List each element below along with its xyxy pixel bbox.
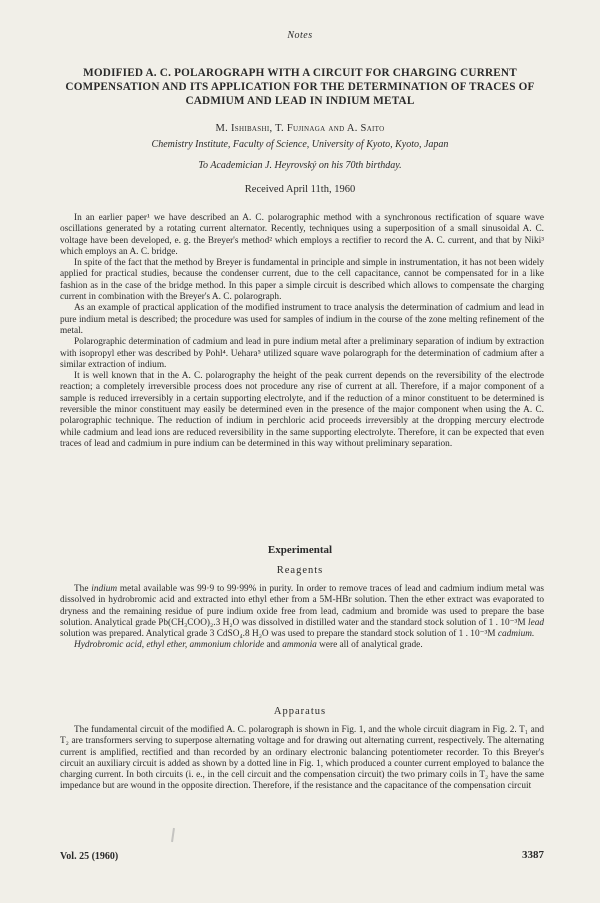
reagents-text: The xyxy=(74,584,92,594)
reagents-emphasis: indium xyxy=(91,584,118,594)
intro-paragraph: In an earlier paper¹ we have described an A. C. polarographic method with a synchronous rectification of square wave oscillations generated by a rotating current alternator. Recently, techniques using a superposition of a small sinusoidal A. C. voltage have been developed, e. g. the Breyer's method² which employs a rectifier to record the A. C. current, and that by Niki³ which employs an A. C. bridge. xyxy=(60,213,544,257)
reagents-text: and xyxy=(264,640,283,651)
received-date: Received April 11th, 1960 xyxy=(244,184,356,195)
paper-mark xyxy=(171,828,175,842)
authors: M. Ishibashi, T. Fujinaga and A. Saito xyxy=(215,123,385,134)
intro-paragraph: It is well known that in the A. C. polarography the height of the peak current depends on the reversibility of the electrode reaction; a completely irreversible process does not procedure any rise of current at all. Therefore, if a major component of a sample is reduced irreversibly in a certain supporting electrolyte, and if the reduction of a minor constituent to be determined is reversible the minor constituent may easily be determined even in the presence of the major component when using the A. C. polarographic technique. The reduction of indium in perchloric acid proceeds irreversibly at the dropping mercury electrode while cadmium and lead ions are reduced reversibility in the same supporting electrolyte. Therefore, it can be expected that even traces of lead and cadmium in pure indium can be determined in this way without preliminary separation. xyxy=(60,371,544,449)
apparatus-section xyxy=(60,725,544,793)
reagents-section xyxy=(60,584,544,652)
affiliation: Chemistry Institute, Faculty of Science, University of Kyoto, Kyoto, Japan xyxy=(151,139,449,150)
reagents-text: metal available was 99·9 to 99·99% in purity. In order to remove traces of lead and cadmium indium metal was dissolved in hydrobromic acid and extracted into ethyl ether from a 5M-HBr solution. Then the ether extract was evaporated to dryness and the remaining residue of pure indium oxide free from lead, cadmium and bromide was used to prepare the base solution. Analytical grade Pb(CH₃COO)₂.3 H₂O was dissolved in distilled water and the standard stock solution of 1 . 10⁻³M xyxy=(60,584,544,628)
intro-paragraph: In spite of the fact that the method by Breyer is fundamental in principle and simple in instrumentation, it has not been widely applied for practical studies, because the condenser current, due to the cell capacitance, cannot be compensated for in a like fashion as in the case of the bridge method. In this paper a simple circuit is described which allows to compensate the charging current in combination with the Breyer's A. C. polarograph. xyxy=(60,258,544,303)
footer-volume: Vol. 25 (1960) xyxy=(60,851,119,862)
intro-paragraph: As an example of practical application of the modified instrument to trace analysis the determination of cadmium and lead in pure indium metal is described; the procedure was used for samples of indium in the course of the zone melting refinement of the metal. xyxy=(60,303,544,336)
experimental-heading: Experimental xyxy=(267,544,333,556)
page-number: 3387 xyxy=(522,849,544,861)
intro-paragraph: Polarographic determination of cadmium and lead in pure indium metal after a preliminary separation of indium by extraction with isopropyl ether was described by Pohl⁴. Uehara⁵ utilized square wave polarograph for the determination of cadmium after a similar extraction of indium. xyxy=(60,337,544,370)
dedication: To Academician J. Heyrovský on his 70th birthday. xyxy=(198,160,402,171)
reagents-paragraph xyxy=(60,640,544,651)
reagents-text: solution was prepared. Analytical grade 3 CdSO₄.8 H₂O was used to prepare the standard stock solution of 1 . 10⁻³M xyxy=(60,629,498,640)
reagents-text: were all of analytical grade. xyxy=(316,640,423,651)
reagents-emphasis: ammonia xyxy=(282,640,317,651)
introduction xyxy=(60,213,544,450)
apparatus-paragraph: The fundamental circuit of the modified A. C. polarograph is shown in Fig. 1, and the whole circuit diagram in Fig. 2. T₁ and T₂ are transformers serving to superpose alternating voltage and for drawing out alternating current, respectively. The alternating current is amplified, rectified and than recorded by an ordinary electronic balancing potentiometer recorder. To this Breyer's circuit an auxiliary circuit is added as shown by a dotted line in Fig. 1, which produced a counter current employed to balance the charging current. In both circuits (i. e., in the cell circuit and the compensation circuit) the two primary coils in T₂ have the same impedance but are wound in the opposite direction. Therefore, if the resistance and the capacitance of the compensation circuit xyxy=(60,725,544,792)
reagents-emphasis: cadmium. xyxy=(497,629,535,640)
article-title: MODIFIED A. C. POLAROGRAPH WITH A CIRCUIT FOR CHARGING CURRENT COMPENSATION AND ITS APPLICATION FOR THE DETERMINATION OF TRACES OF CADMIUM AND LEAD IN INDIUM METAL xyxy=(65,67,535,107)
apparatus-heading: Apparatus xyxy=(273,706,327,717)
reagents-emphasis: Hydrobromic acid, ethyl ether, ammonium chloride xyxy=(74,640,265,651)
reagents-paragraph xyxy=(60,584,544,640)
reagents-emphasis: lead xyxy=(527,617,544,628)
running-head: Notes xyxy=(287,30,313,41)
reagents-heading: Reagents xyxy=(276,565,324,576)
